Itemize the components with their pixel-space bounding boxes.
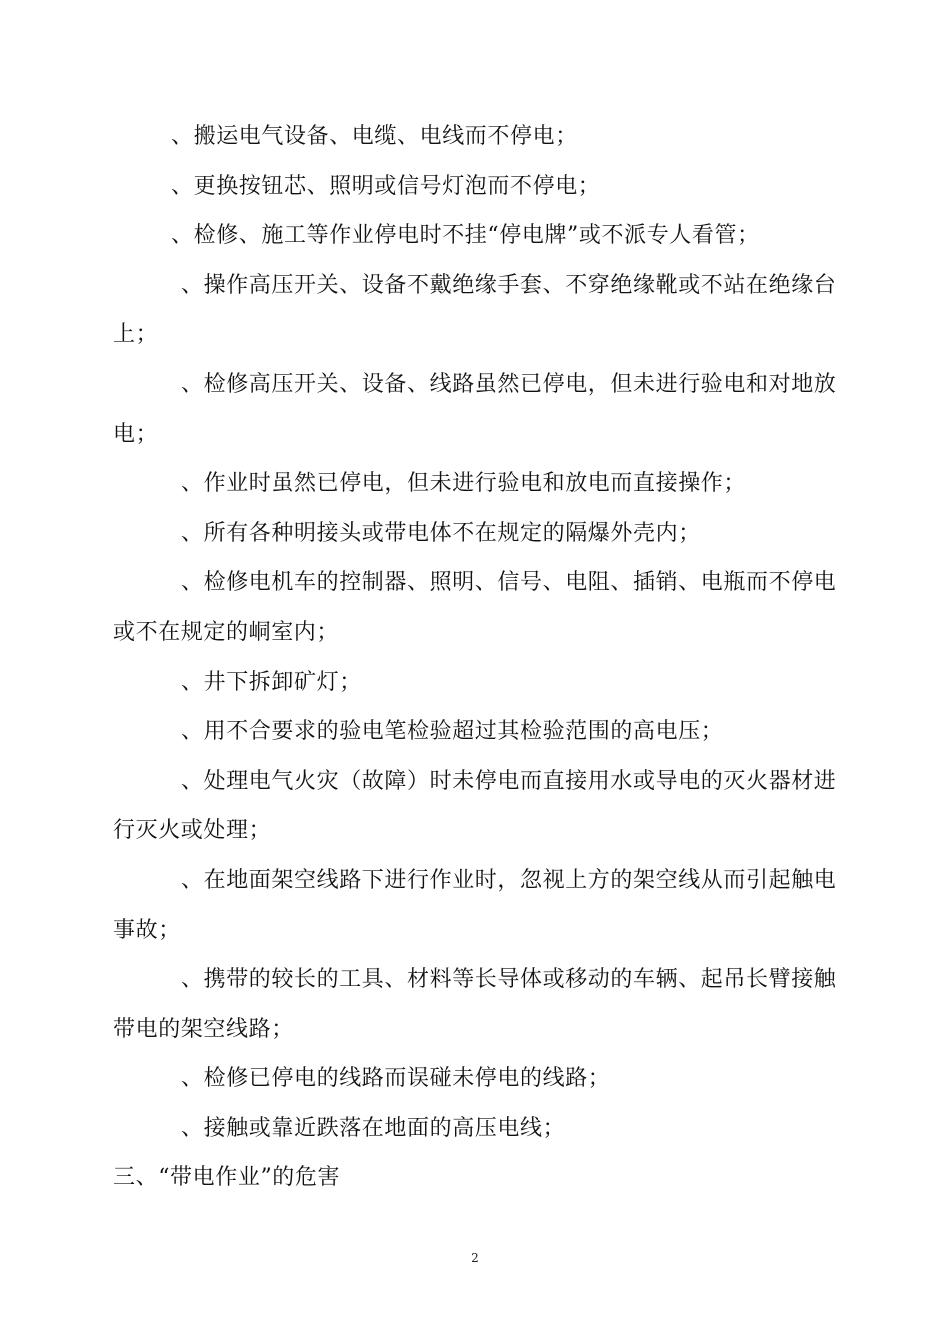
list-item: 、接触或靠近跌落在地面的高压电线； (181, 1115, 566, 1141)
list-item: 、用不合要求的验电笔检验超过其检验范围的高电压； (181, 719, 724, 745)
list-item: 、搬运电气设备、电缆、电线而不停电； (171, 124, 578, 149)
list-item: 、携带的较长的工具、材料等长导体或移动的车辆、起吊长臂接触带电的架空线路； (113, 967, 837, 1042)
list-item: 、更换按钮芯、照明或信号灯泡而不停电； (171, 173, 601, 199)
page-number: 2 (471, 1251, 479, 1265)
section-heading: 三、“带电作业”的危害 (113, 1165, 341, 1191)
list-item: 、检修电机车的控制器、照明、信号、电阻、插销、电瓶而不停电或不在规定的峒室内； (113, 570, 837, 645)
document-body (113, 112, 838, 1203)
list-item: 、检修、施工等作业停电时不挂“停电牌”或不派专人看管； (171, 223, 760, 249)
list-item: 、在地面架空线路下进行作业时，忽视上方的架空线从而引起触电事故； (113, 867, 837, 943)
list-item: 、井下拆卸矿灯； (181, 669, 362, 695)
list-item: 、作业时虽然已停电，但未进行验电和放电而直接操作； (181, 471, 747, 497)
list-item: 、所有各种明接头或带电体不在规定的隔爆外壳内； (181, 520, 701, 546)
list-item: 、检修已停电的线路而误碰未停电的线路； (181, 1066, 611, 1092)
list-item: 、检修高压开关、设备、线路虽然已停电，但未进行验电和对地放电； (113, 371, 837, 447)
list-item: 、处理电气火灾（故障）时未停电而直接用水或导电的灭火器材进行灭火或处理； (113, 768, 837, 844)
list-item: 、操作高压开关、设备不戴绝缘手套、不穿绝缘靴或不站在绝缘台上； (113, 272, 837, 348)
